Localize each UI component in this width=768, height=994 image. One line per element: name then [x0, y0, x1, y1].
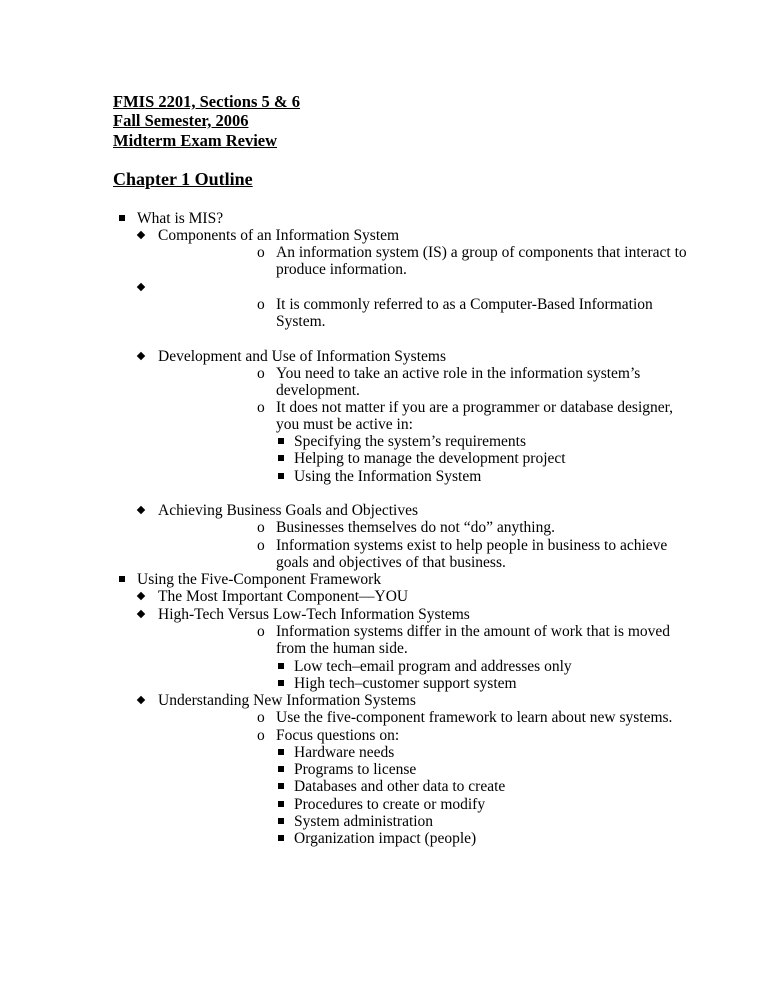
- outline-item-cont: from the human side.: [276, 640, 408, 657]
- outline-item-cont: System.: [276, 313, 326, 330]
- diamond-bullet-icon: [138, 588, 144, 605]
- review-title: Midterm Exam Review: [113, 131, 278, 150]
- square-bullet-icon: [278, 744, 284, 761]
- square-bullet-icon: [278, 778, 284, 795]
- square-bullet-icon: [278, 830, 284, 847]
- outline-item: System administration: [294, 813, 434, 830]
- outline-item: Information systems differ in the amount of work that is moved: [276, 623, 671, 640]
- diamond-bullet-icon: [138, 227, 144, 244]
- square-bullet-icon: [278, 761, 284, 778]
- outline-item: Using the Information System: [294, 468, 482, 485]
- outline-item: Achieving Business Goals and Objectives: [158, 502, 419, 519]
- diamond-bullet-icon: [138, 692, 144, 709]
- square-bullet-icon: [278, 433, 284, 450]
- square-bullet-icon: [119, 210, 125, 227]
- outline-item: Programs to license: [294, 761, 417, 778]
- circle-bullet-icon: o: [257, 519, 265, 536]
- chapter-title: Chapter 1 Outline: [113, 169, 253, 189]
- outline-item: Procedures to create or modify: [294, 796, 486, 813]
- square-bullet-icon: [278, 450, 284, 467]
- outline-item: It is commonly referred to as a Computer-Based Information: [276, 296, 653, 313]
- circle-bullet-icon: o: [257, 537, 265, 554]
- outline-item: An information system (IS) a group of components that interact to: [276, 244, 687, 261]
- semester-title: Fall Semester, 2006: [113, 111, 249, 130]
- outline-item: What is MIS?: [137, 210, 224, 227]
- diamond-bullet-icon: [138, 502, 144, 519]
- square-bullet-icon: [119, 571, 125, 588]
- course-title: FMIS 2201, Sections 5 & 6: [113, 92, 300, 111]
- outline-item: Hardware needs: [294, 744, 395, 761]
- circle-bullet-icon: o: [257, 365, 265, 382]
- circle-bullet-icon: o: [257, 709, 265, 726]
- outline-item: Use the five-component framework to learn about new systems.: [276, 709, 673, 726]
- outline-item: Databases and other data to create: [294, 778, 506, 795]
- outline-item: Components of an Information System: [158, 227, 400, 244]
- outline-item-cont: development.: [276, 382, 360, 399]
- circle-bullet-icon: o: [257, 623, 265, 640]
- diamond-bullet-icon: [138, 606, 144, 623]
- diamond-bullet-icon: [138, 348, 144, 365]
- outline-item: Development and Use of Information Systems: [158, 348, 446, 365]
- outline-item: It does not matter if you are a programmer or database designer,: [276, 399, 674, 416]
- outline-item: High-Tech Versus Low-Tech Information Systems: [158, 606, 470, 623]
- square-bullet-icon: [278, 468, 284, 485]
- outline-item: Specifying the system’s requirements: [294, 433, 527, 450]
- square-bullet-icon: [278, 675, 284, 692]
- outline-item-cont: goals and objectives of that business.: [276, 554, 506, 571]
- square-bullet-icon: [278, 796, 284, 813]
- circle-bullet-icon: o: [257, 296, 265, 313]
- outline-item: Focus questions on:: [276, 727, 400, 744]
- outline-item: Low tech–email program and addresses only: [294, 658, 572, 675]
- outline-item-cont: you must be active in:: [276, 416, 413, 433]
- outline-item: Helping to manage the development project: [294, 450, 566, 467]
- outline-item: The Most Important Component—YOU: [158, 588, 409, 605]
- circle-bullet-icon: o: [257, 244, 265, 261]
- square-bullet-icon: [278, 813, 284, 830]
- outline-item: Information systems exist to help people in business to achieve: [276, 537, 668, 554]
- outline-item: Organization impact (people): [294, 830, 477, 847]
- outline-item: You need to take an active role in the information system’s: [276, 365, 641, 382]
- outline-item: Using the Five-Component Framework: [137, 571, 382, 588]
- outline-item-cont: produce information.: [276, 261, 407, 278]
- circle-bullet-icon: o: [257, 399, 265, 416]
- outline-item: Understanding New Information Systems: [158, 692, 416, 709]
- outline-item: Businesses themselves do not “do” anything.: [276, 519, 555, 536]
- circle-bullet-icon: o: [257, 727, 265, 744]
- square-bullet-icon: [278, 658, 284, 675]
- outline-item: High tech–customer support system: [294, 675, 517, 692]
- diamond-bullet-icon: [138, 279, 144, 296]
